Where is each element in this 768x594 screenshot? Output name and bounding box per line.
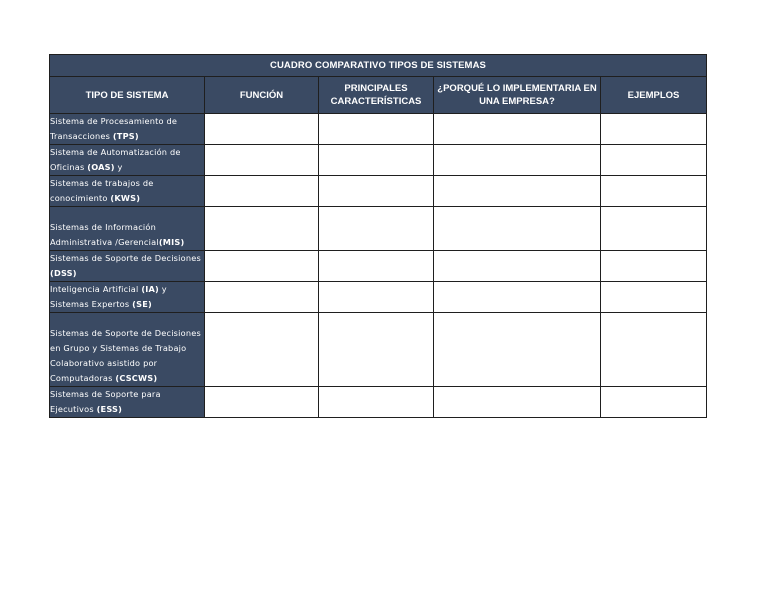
row-label-text: Sistemas de Soporte de Decisiones en Grupo y Sistemas de Trabajo Colaborativo asistido por Computadoras	[50, 328, 201, 383]
table-row	[50, 387, 707, 418]
header-funcion: FUNCIÓN	[205, 77, 319, 114]
cell-funcion[interactable]	[205, 387, 319, 418]
header-caracteristicas: PRINCIPALES CARACTERÍSTICAS	[319, 77, 434, 114]
cell-porque[interactable]	[434, 282, 601, 313]
table-title: CUADRO COMPARATIVO TIPOS DE SISTEMAS	[50, 55, 707, 77]
cell-ejemplos[interactable]	[601, 176, 707, 207]
cell-caracteristicas[interactable]	[319, 251, 434, 282]
cell-ejemplos[interactable]	[601, 282, 707, 313]
cell-funcion[interactable]	[205, 313, 319, 387]
row-label-abbr: (CSCWS)	[115, 373, 158, 383]
cell-porque[interactable]	[434, 145, 601, 176]
row-label-text: Sistema de Procesamiento de Transacciones	[50, 116, 178, 141]
cell-porque[interactable]	[434, 176, 601, 207]
cell-funcion[interactable]	[205, 251, 319, 282]
row-label-abbr: (IA)	[141, 284, 159, 294]
cell-ejemplos[interactable]	[601, 207, 707, 251]
cell-funcion[interactable]	[205, 145, 319, 176]
row-label-abbr: (SE)	[132, 299, 152, 309]
row-label-dss	[50, 251, 205, 282]
header-tipo-de-sistema: TIPO DE SISTEMA	[50, 77, 205, 114]
comparison-table	[49, 54, 707, 418]
cell-funcion[interactable]	[205, 282, 319, 313]
row-label-mis	[50, 207, 205, 251]
cell-funcion[interactable]	[205, 176, 319, 207]
row-label-cscws	[50, 313, 205, 387]
cell-porque[interactable]	[434, 114, 601, 145]
table-row	[50, 207, 707, 251]
row-label-text: Sistemas de Información Administrativa /Gerencial	[50, 222, 159, 247]
row-label-text: Sistema de Automatización de Oficinas	[50, 147, 181, 172]
cell-caracteristicas[interactable]	[319, 207, 434, 251]
header-porque-implementaria: ¿PORQUÉ LO IMPLEMENTARIA EN UNA EMPRESA?	[434, 77, 601, 114]
row-label-text: Sistemas de Soporte de Decisiones	[50, 253, 201, 263]
comparison-sheet	[49, 54, 706, 418]
row-label-abbr: (MIS)	[158, 237, 185, 247]
row-label-tps	[50, 114, 205, 145]
cell-ejemplos[interactable]	[601, 313, 707, 387]
cell-ejemplos[interactable]	[601, 114, 707, 145]
table-row	[50, 145, 707, 176]
table-row	[50, 176, 707, 207]
row-label-ess	[50, 387, 205, 418]
header-ejemplos: EJEMPLOS	[601, 77, 707, 114]
row-label-text: Sistemas Expertos	[50, 299, 130, 309]
cell-porque[interactable]	[434, 313, 601, 387]
cell-caracteristicas[interactable]	[319, 114, 434, 145]
row-label-abbr: (KWS)	[110, 193, 141, 203]
cell-caracteristicas[interactable]	[319, 145, 434, 176]
row-label-abbr: (DSS)	[50, 268, 77, 278]
cell-porque[interactable]	[434, 387, 601, 418]
cell-caracteristicas[interactable]	[319, 282, 434, 313]
row-label-text: Sistemas de Soporte para Ejecutivos	[50, 389, 161, 414]
cell-caracteristicas[interactable]	[319, 387, 434, 418]
cell-funcion[interactable]	[205, 207, 319, 251]
table-row	[50, 282, 707, 313]
row-label-abbr: (OAS)	[87, 162, 115, 172]
row-label-text: Sistemas de trabajos de conocimiento	[50, 178, 154, 203]
row-label-ia-se	[50, 282, 205, 313]
title-row	[50, 55, 707, 77]
cell-ejemplos[interactable]	[601, 251, 707, 282]
row-label-suffix: y	[114, 162, 123, 172]
row-label-abbr: (ESS)	[96, 404, 123, 414]
cell-porque[interactable]	[434, 251, 601, 282]
cell-ejemplos[interactable]	[601, 387, 707, 418]
header-row	[50, 77, 707, 114]
row-label-oas	[50, 145, 205, 176]
table-row	[50, 313, 707, 387]
row-label-abbr: (TPS)	[112, 131, 139, 141]
table-row	[50, 251, 707, 282]
row-label-suffix: y	[158, 284, 167, 294]
cell-porque[interactable]	[434, 207, 601, 251]
cell-ejemplos[interactable]	[601, 145, 707, 176]
cell-caracteristicas[interactable]	[319, 313, 434, 387]
row-label-kws	[50, 176, 205, 207]
row-label-text: Inteligencia Artificial	[50, 284, 139, 294]
cell-funcion[interactable]	[205, 114, 319, 145]
cell-caracteristicas[interactable]	[319, 176, 434, 207]
table-row	[50, 114, 707, 145]
